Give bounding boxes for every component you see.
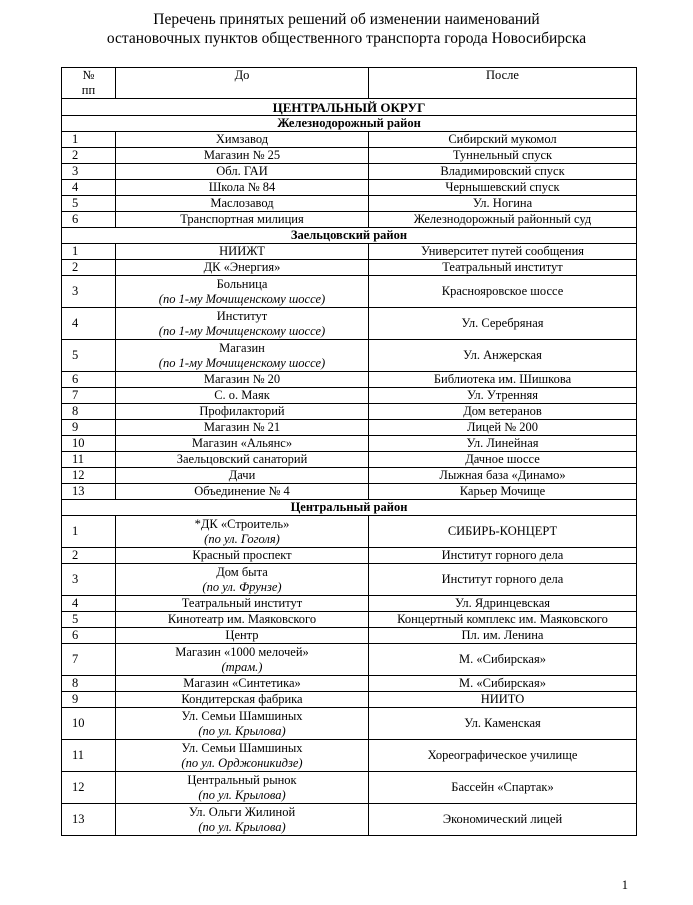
old-name: Химзавод (215, 132, 269, 146)
new-name: Краснояровское шоссе (369, 276, 637, 308)
old-name-note: (по ул. Орджоникидзе) (181, 755, 303, 770)
row-number: 13 (62, 484, 116, 500)
old-name-cell (116, 628, 369, 644)
new-name: М. «Сибирская» (369, 676, 637, 692)
table-row (62, 436, 637, 452)
table-row (62, 516, 637, 548)
row-number: 9 (62, 692, 116, 708)
old-name: Транспортная милиция (180, 212, 304, 226)
old-name: Магазин (219, 340, 265, 355)
old-name-note: (по 1-му Мочищенскому шоссе) (158, 355, 326, 370)
old-name: Кинотеатр им. Маяковского (167, 612, 317, 626)
row-number: 2 (62, 260, 116, 276)
old-name: Больница (216, 276, 268, 291)
old-name-cell (116, 340, 369, 372)
row-number: 10 (62, 708, 116, 740)
old-name-note: (по 1-му Мочищенскому шоссе) (158, 323, 326, 338)
table-header-row (62, 68, 637, 99)
old-name-cell (116, 420, 369, 436)
new-name: Железнодорожный районный суд (369, 212, 637, 228)
row-number: 6 (62, 628, 116, 644)
row-number: 6 (62, 372, 116, 388)
district-title: Центральный район (62, 500, 637, 516)
old-name-cell (116, 404, 369, 420)
title-line-1: Перечень принятых решений об изменении наименований (153, 11, 540, 28)
new-name: Ул. Ногина (369, 196, 637, 212)
old-name-cell (116, 244, 369, 260)
old-name-cell (116, 436, 369, 452)
row-number: 8 (62, 404, 116, 420)
old-name-note: (по ул. Крылова) (198, 723, 286, 738)
title-line-2: остановочных пунктов общественного транспорта города Новосибирска (106, 30, 587, 47)
table-row (62, 596, 637, 612)
old-name-cell (116, 564, 369, 596)
row-number: 5 (62, 612, 116, 628)
new-name: Ул. Каменская (369, 708, 637, 740)
table-row (62, 404, 637, 420)
old-name-cell (116, 388, 369, 404)
old-name-note: (трам.) (221, 659, 263, 674)
table-row (62, 612, 637, 628)
old-name-cell (116, 596, 369, 612)
old-name: Объединение № 4 (194, 484, 290, 498)
new-name: Хореографическое училище (369, 740, 637, 772)
old-name: Театральный институт (181, 596, 303, 610)
new-name: Карьер Мочище (369, 484, 637, 500)
new-name: Театральный институт (369, 260, 637, 276)
old-name: Институт (216, 308, 268, 323)
row-number: 2 (62, 148, 116, 164)
row-number: 3 (62, 564, 116, 596)
new-name: СИБИРЬ-КОНЦЕРТ (369, 516, 637, 548)
table-row (62, 772, 637, 804)
old-name-note: (по ул. Крылова) (198, 819, 286, 834)
old-name-cell (116, 516, 369, 548)
row-number: 5 (62, 196, 116, 212)
old-name: Обл. ГАИ (216, 164, 268, 178)
old-name-cell (116, 772, 369, 804)
old-name-cell (116, 644, 369, 676)
table-row (62, 180, 637, 196)
table-row (62, 676, 637, 692)
old-name-cell (116, 548, 369, 564)
page-title (0, 10, 693, 48)
new-name: Дом ветеранов (369, 404, 637, 420)
table-row (62, 420, 637, 436)
okrug-title: ЦЕНТРАЛЬНЫЙ ОКРУГ (62, 99, 637, 116)
table-row (62, 308, 637, 340)
new-name: Лыжная база «Динамо» (369, 468, 637, 484)
old-name: Школа № 84 (208, 180, 276, 194)
old-name-cell (116, 148, 369, 164)
old-name-cell (116, 468, 369, 484)
new-name: Ул. Линейная (369, 436, 637, 452)
old-name: Магазин № 20 (203, 372, 281, 386)
old-name-cell (116, 804, 369, 836)
new-name: Ул. Анжерская (369, 340, 637, 372)
renaming-table (61, 67, 637, 836)
row-number: 8 (62, 676, 116, 692)
old-name: Магазин «Альянс» (191, 436, 293, 450)
old-name: Заельцовский санаторий (176, 452, 308, 466)
new-name: Библиотека им. Шишкова (369, 372, 637, 388)
old-name-cell (116, 612, 369, 628)
new-name: Экономический лицей (369, 804, 637, 836)
new-name: М. «Сибирская» (369, 644, 637, 676)
old-name-cell (116, 196, 369, 212)
table-row (62, 196, 637, 212)
old-name-cell (116, 260, 369, 276)
new-name: Пл. им. Ленина (369, 628, 637, 644)
old-name-note: (по ул. Фрунзе) (202, 579, 282, 594)
row-number: 10 (62, 436, 116, 452)
old-name: *ДК «Строитель» (194, 516, 290, 531)
table-row (62, 212, 637, 228)
row-number: 7 (62, 388, 116, 404)
new-name: Чернышевский спуск (369, 180, 637, 196)
old-name-cell (116, 452, 369, 468)
old-name-cell (116, 180, 369, 196)
old-name-note: (по ул. Крылова) (198, 787, 286, 802)
old-name: Магазин № 25 (203, 148, 281, 162)
row-number: 2 (62, 548, 116, 564)
table-row (62, 548, 637, 564)
table-row (62, 484, 637, 500)
table-row (62, 628, 637, 644)
row-number: 12 (62, 468, 116, 484)
table-row (62, 804, 637, 836)
old-name: Ул. Семьи Шамшиных (181, 708, 303, 723)
table-row (62, 388, 637, 404)
row-number: 1 (62, 132, 116, 148)
new-name: Университет путей сообщения (369, 244, 637, 260)
new-name: Институт горного дела (369, 548, 637, 564)
row-number: 11 (62, 452, 116, 468)
new-name: Лицей № 200 (369, 420, 637, 436)
old-name: Ул. Семьи Шамшиных (181, 740, 303, 755)
table-row (62, 740, 637, 772)
table-row (62, 452, 637, 468)
new-name: Ул. Серебряная (369, 308, 637, 340)
row-number: 6 (62, 212, 116, 228)
old-name: ДК «Энергия» (203, 260, 281, 274)
row-number: 3 (62, 164, 116, 180)
table-body (62, 68, 637, 836)
table-row (62, 340, 637, 372)
old-name: Маслозавод (210, 196, 274, 210)
table-row (62, 260, 637, 276)
table-row (62, 132, 637, 148)
table-row (62, 708, 637, 740)
old-name: Центр (225, 628, 259, 642)
table-row (62, 564, 637, 596)
row-number: 5 (62, 340, 116, 372)
old-name: Красный проспект (192, 548, 292, 562)
old-name: Дачи (228, 468, 256, 482)
old-name-cell (116, 484, 369, 500)
table-row (62, 244, 637, 260)
old-name-cell (116, 708, 369, 740)
table-row (62, 276, 637, 308)
district-title: Железнодорожный район (62, 116, 637, 132)
new-name: НИИТО (369, 692, 637, 708)
header-after: После (369, 68, 637, 99)
table-row (62, 372, 637, 388)
old-name: Кондитерская фабрика (181, 692, 303, 706)
table-row (62, 692, 637, 708)
old-name: С. о. Маяк (214, 388, 270, 402)
new-name: Концертный комплекс им. Маяковского (369, 612, 637, 628)
table-row (62, 468, 637, 484)
new-name: Дачное шоссе (369, 452, 637, 468)
old-name-cell (116, 740, 369, 772)
table-row (62, 164, 637, 180)
row-number: 7 (62, 644, 116, 676)
row-number: 1 (62, 244, 116, 260)
district-title: Заельцовский район (62, 228, 637, 244)
district-row (62, 500, 637, 516)
new-name: Сибирский мукомол (369, 132, 637, 148)
row-number: 4 (62, 308, 116, 340)
row-number: 4 (62, 180, 116, 196)
old-name-cell (116, 372, 369, 388)
old-name-cell (116, 276, 369, 308)
old-name: Центральный рынок (187, 772, 297, 787)
new-name: Бассейн «Спартак» (369, 772, 637, 804)
new-name: Ул. Ядринцевская (369, 596, 637, 612)
old-name: Ул. Ольги Жилиной (188, 804, 296, 819)
old-name-cell (116, 692, 369, 708)
district-row (62, 228, 637, 244)
table-row (62, 148, 637, 164)
new-name: Владимировский спуск (369, 164, 637, 180)
row-number: 13 (62, 804, 116, 836)
page-number: 1 (621, 878, 628, 892)
header-before: До (116, 68, 369, 99)
okrug-row (62, 99, 637, 116)
row-number: 11 (62, 740, 116, 772)
old-name-cell (116, 132, 369, 148)
new-name: Ул. Утренняя (369, 388, 637, 404)
new-name: Институт горного дела (369, 564, 637, 596)
row-number: 12 (62, 772, 116, 804)
header-num: № пп (62, 68, 116, 99)
old-name-cell (116, 212, 369, 228)
old-name: Магазин «Синтетика» (183, 676, 301, 690)
old-name-cell (116, 164, 369, 180)
old-name-cell (116, 676, 369, 692)
old-name: Дом быта (216, 564, 268, 579)
row-number: 9 (62, 420, 116, 436)
old-name: Магазин «1000 мелочей» (175, 644, 309, 659)
old-name: Профилакторий (199, 404, 285, 418)
old-name: НИИЖТ (219, 244, 265, 258)
old-name-note: (по 1-му Мочищенскому шоссе) (158, 291, 326, 306)
row-number: 3 (62, 276, 116, 308)
row-number: 4 (62, 596, 116, 612)
old-name-note: (по ул. Гоголя) (204, 531, 280, 546)
new-name: Туннельный спуск (369, 148, 637, 164)
table-row (62, 644, 637, 676)
old-name: Магазин № 21 (203, 420, 281, 434)
row-number: 1 (62, 516, 116, 548)
old-name-cell (116, 308, 369, 340)
district-row (62, 116, 637, 132)
